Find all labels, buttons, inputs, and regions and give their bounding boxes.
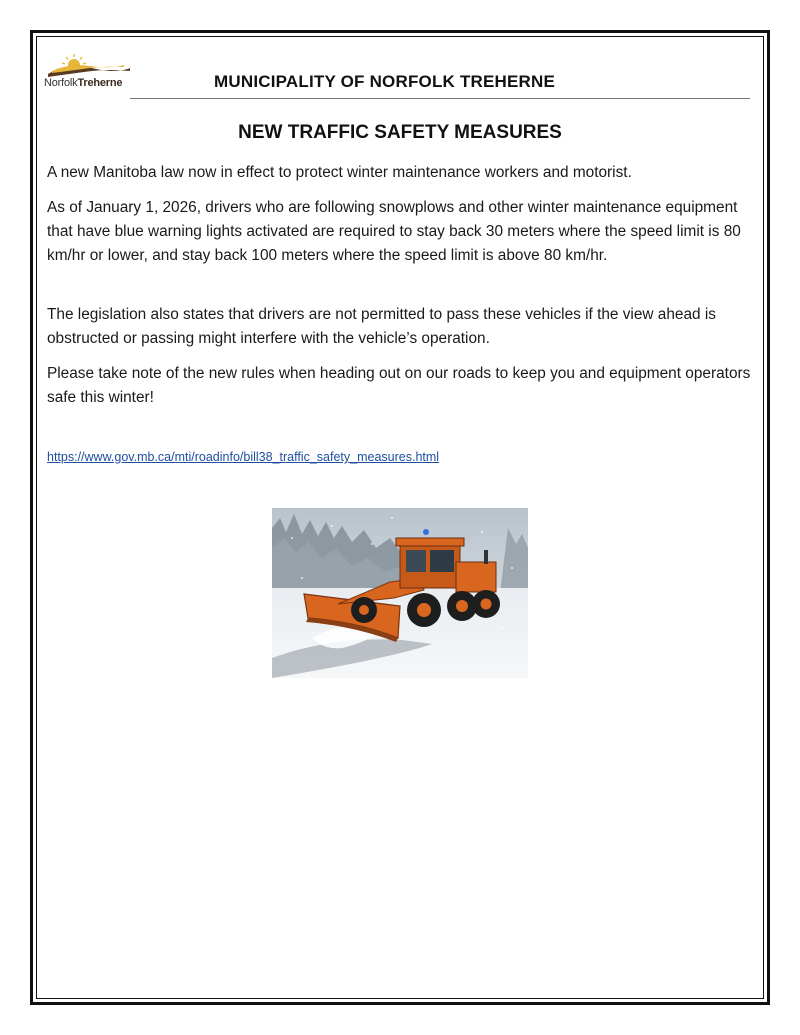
municipality-title: MUNICIPALITY OF NORFOLK TREHERNE [214, 72, 556, 91]
paragraph-closing: Please take note of the new rules when heading out on our roads to keep you and equipment operators safe this winter! [47, 365, 751, 406]
header-divider [130, 98, 750, 99]
paragraph-legislation: The legislation also states that drivers are not permitted to pass these vehicles if the view ahead is obstructed or passing might interfere with the vehicle’s operation. [47, 306, 716, 347]
snowplow-grader-photo [272, 508, 528, 678]
logo-text: NorfolkTreherne [44, 77, 123, 89]
snowplow-grader-icon [272, 508, 528, 678]
norfolk-treherne-logo [44, 52, 134, 94]
government-info-link[interactable]: https://www.gov.mb.ca/mti/roadinfo/bill38_traffic_safety_measures.html [47, 450, 440, 464]
document-title: NEW TRAFFIC SAFETY MEASURES [238, 122, 562, 143]
paragraph-intro: A new Manitoba law now in effect to protect winter maintenance workers and motorist. [47, 164, 632, 181]
sunrise-field-icon [44, 52, 134, 78]
paragraph-rules: As of January 1, 2026, drivers who are following snowplows and other winter maintenance equipment that have blue warning lights activated are required to stay back 30 meters where the speed limit is 80 km/hr or lower, and stay back 100 meters where the speed limit is above 80 km/hr. [47, 199, 741, 264]
